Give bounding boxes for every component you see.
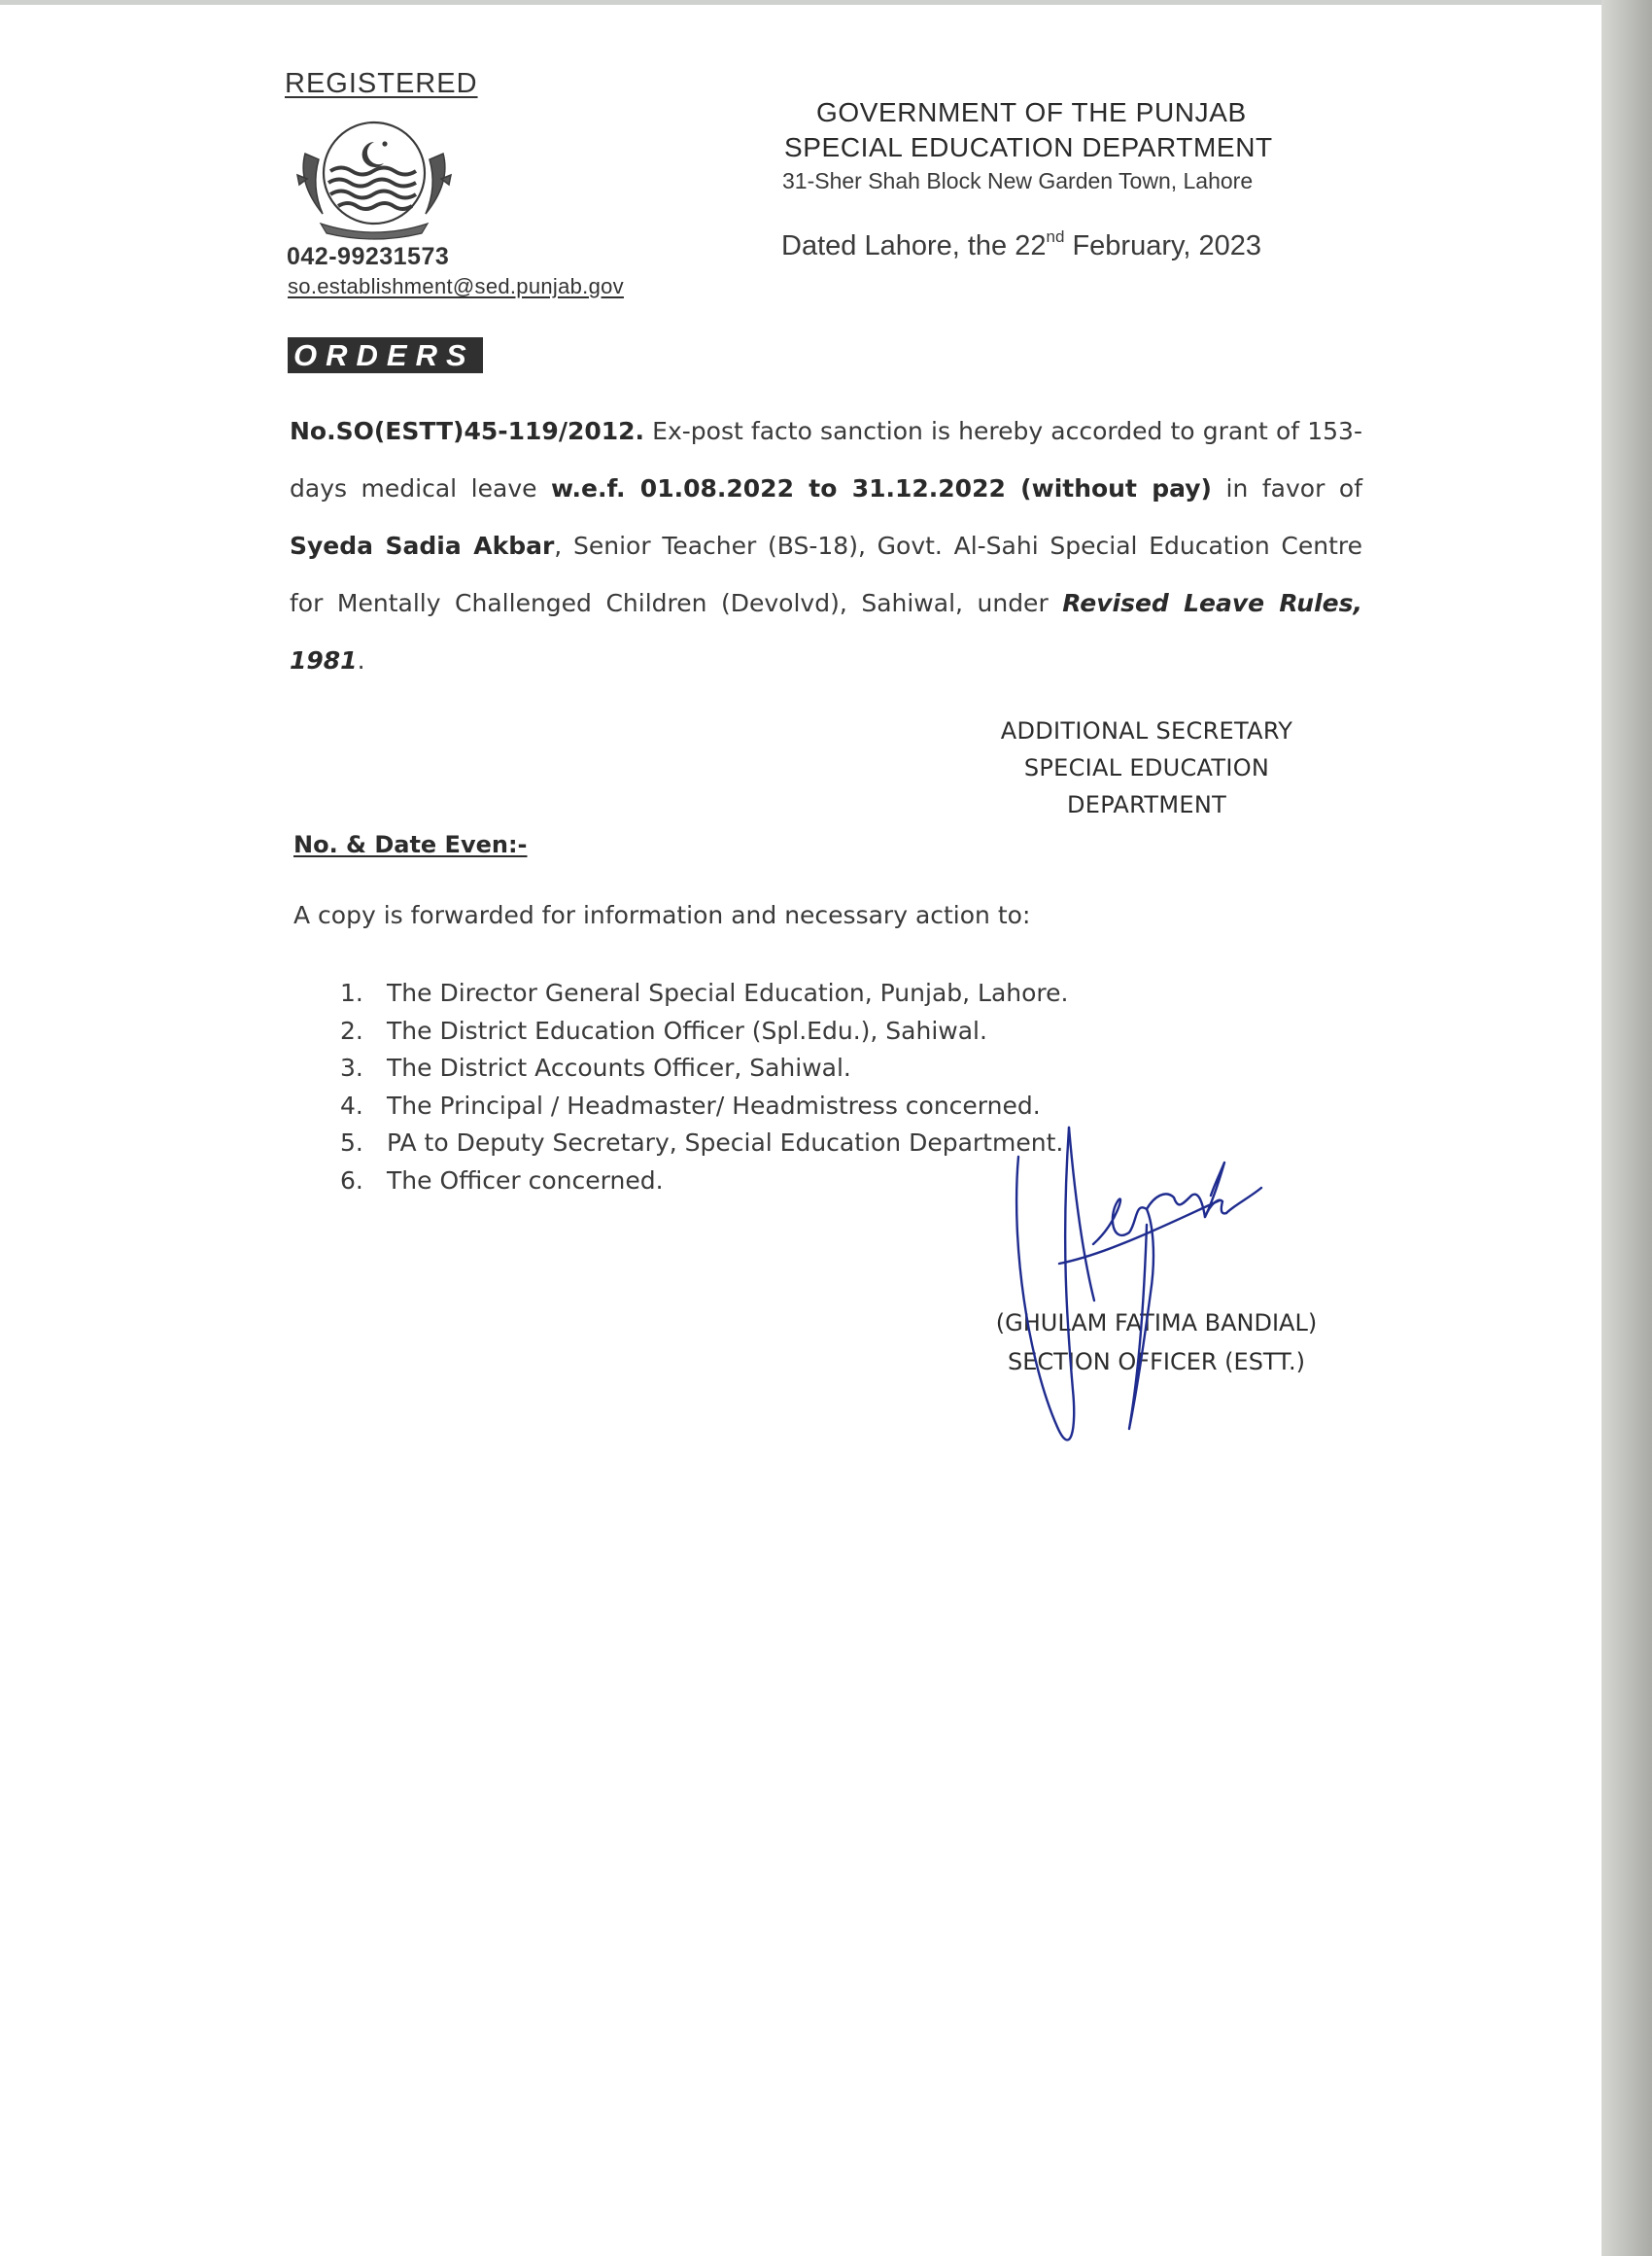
order-date: [781, 227, 1261, 262]
order-paragraph: [290, 402, 1362, 689]
date-ordinal: nd: [1046, 227, 1065, 246]
department-title: SPECIAL EDUCATION DEPARTMENT: [784, 132, 1273, 162]
list-item-text: The Director General Special Education, Punjab, Lahore.: [387, 979, 1069, 1007]
signatory1-line3: DEPARTMENT: [1066, 791, 1227, 818]
list-item-text: PA to Deputy Secretary, Special Education Department.: [387, 1128, 1064, 1157]
orders-heading: ORDERS: [288, 337, 483, 373]
email-address: so.establishment@sed.punjab.gov: [288, 274, 624, 298]
list-item-number: 3.: [340, 1054, 363, 1082]
date-prefix: Dated Lahore, the 22: [781, 230, 1047, 261]
signatory1-line2: SPECIAL EDUCATION: [1023, 754, 1270, 781]
list-item-text: The District Accounts Officer, Sahiwal.: [387, 1054, 851, 1082]
no-date-even-heading: No. & Date Even:-: [293, 831, 528, 858]
scan-background-edge: [1601, 0, 1652, 2256]
government-title: GOVERNMENT OF THE PUNJAB: [816, 97, 1247, 127]
list-item: [340, 1088, 1068, 1126]
list-item: [340, 1163, 1068, 1200]
registered-label: REGISTERED: [285, 68, 478, 99]
signature-icon: [1001, 1108, 1302, 1477]
copy-forwarded-intro: A copy is forwarded for information and necessary action to:: [293, 901, 1031, 929]
list-item-number: 4.: [340, 1091, 363, 1120]
list-item-text: The Officer concerned.: [387, 1165, 664, 1195]
list-item: [340, 1125, 1068, 1163]
signatory2-title: SECTION OFFICER (ESTT.): [1008, 1348, 1305, 1375]
list-item: [340, 1050, 1068, 1088]
signatory1-line1: ADDITIONAL SECRETARY: [1000, 717, 1293, 745]
leave-period: w.e.f. 01.08.2022 to 31.12.2022 (without pay): [551, 474, 1212, 503]
list-item-number: 1.: [340, 979, 363, 1007]
order-text-2: in favor of: [1211, 474, 1363, 503]
list-item: [340, 975, 1068, 1013]
order-number: No.SO(ESTT)45-119/2012.: [290, 417, 645, 445]
employee-name: Syeda Sadia Akbar: [290, 532, 555, 560]
leave-rules: Revised Leave Rules, 1981: [290, 589, 1363, 675]
date-rest: February, 2023: [1064, 230, 1261, 261]
list-item-number: 2.: [340, 1016, 363, 1045]
punjab-emblem-icon: [292, 115, 457, 241]
list-item-number: 6.: [340, 1165, 363, 1195]
list-item-number: 5.: [340, 1128, 363, 1157]
list-item-text: The Principal / Headmaster/ Headmistress concerned.: [387, 1091, 1041, 1120]
list-item-text: The District Education Officer (Spl.Edu.), Sahiwal.: [387, 1016, 987, 1045]
scan-top-edge: [0, 0, 1601, 5]
order-text-4: .: [357, 646, 365, 675]
list-item: [340, 1013, 1068, 1051]
order-text-1: Ex-post facto sanction is hereby accorded to grant of 153-days medical leave: [290, 417, 1362, 503]
signatory2-name: (GHULAM FATIMA BANDIAL): [995, 1309, 1318, 1336]
department-address: 31-Sher Shah Block New Garden Town, Lahore: [782, 168, 1254, 193]
order-text-3: , Senior Teacher (BS-18), Govt. Al-Sahi Special Education Centre for Mentally Challenged Children (Devolvd), Sahiwal, under: [290, 532, 1362, 617]
additional-secretary-block: [952, 712, 1341, 823]
recipients-list: [340, 975, 1068, 1199]
phone-number: 042-99231573: [287, 243, 450, 270]
